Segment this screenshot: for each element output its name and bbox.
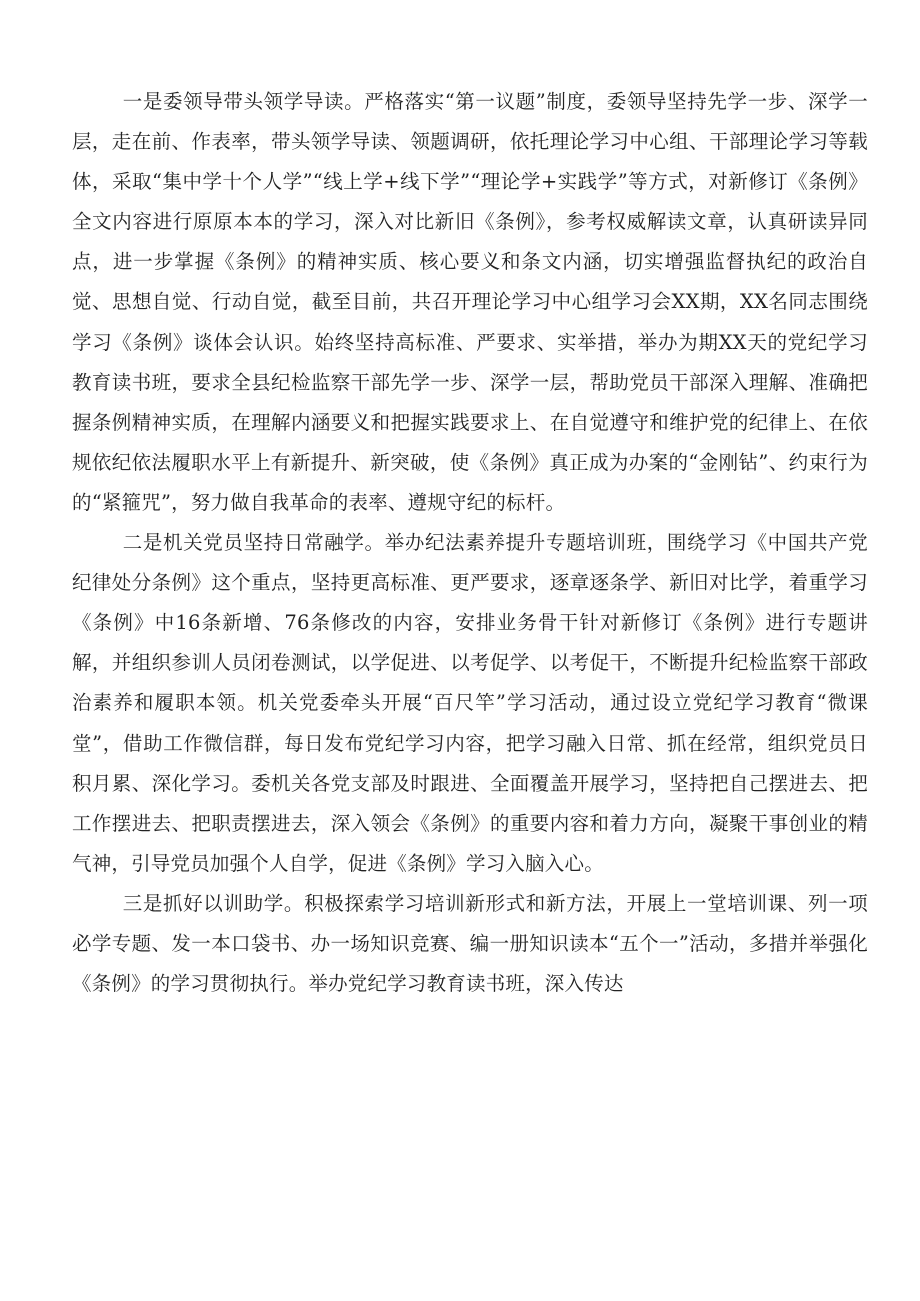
document-body <box>72 82 868 1004</box>
paragraph-1: 一是委领导带头领学导读。严格落实“第一议题”制度，委领导坚持先学一步、深学一层，走在前、作表率，带头领学导读、领题调研，依托理论学习中心组、干部理论学习等载体，采取“集中学十个人学”“线上学+线下学”“理论学+实践学”等方式，对新修订《条例》全文内容进行原原本本的学习，深入对比新旧《条例》，参考权威解读文章，认真研读异同点，进一步掌握《条例》的精神实质、核心要义和条文内涵，切实增强监督执纪的政治自觉、思想自觉、行动自觉，截至目前，共召开理论学习中心组学习会XX期，XX名同志围绕学习《条例》谈体会认识。始终坚持高标准、严要求、实举措，举办为期XX天的党纪学习教育读书班，要求全县纪检监察干部先学一步、深学一层，帮助党员干部深入理解、准确把握条例精神实质，在理解内涵要义和把握实践要求上、在自觉遵守和维护党的纪律上、在依规依纪依法履职水平上有新提升、新突破，使《条例》真正成为办案的“金刚钻”、约束行为的“紧箍咒”，努力做自我革命的表率、遵规守纪的标杆。 <box>72 90 868 514</box>
paragraph-2: 二是机关党员坚持日常融学。举办纪法素养提升专题培训班，围绕学习《中国共产党纪律处分条例》这个重点，坚持更高标准、更严要求，逐章逐条学、新旧对比学，着重学习《条例》中16条新增、76条修改的内容，安排业务骨干针对新修订《条例》进行专题讲解，并组织参训人员闭卷测试，以学促进、以考促学、以考促干，不断提升纪检监察干部政治素养和履职本领。机关党委牵头开展“百尺竿”学习活动，通过设立党纪学习教育“微课堂”，借助工作微信群，每日发布党纪学习内容，把学习融入日常、抓在经常，组织党员日积月累、深化学习。委机关各党支部及时跟进、全面覆盖开展学习，坚持把自己摆进去、把工作摆进去、把职责摆进去，深入领会《条例》的重要内容和着力方向，凝聚干事创业的精气神，引导党员加强个人自学，促进《条例》学习入脑入心。 <box>72 531 868 875</box>
paragraph-3: 三是抓好以训助学。积极探索学习培训新形式和新方法，开展上一堂培训课、列一项必学专题、发一本口袋书、办一场知识竞赛、编一册知识读本“五个一”活动，多措并举强化《条例》的学习贯彻执行。举办党纪学习教育读书班，深入传达 <box>72 891 868 996</box>
